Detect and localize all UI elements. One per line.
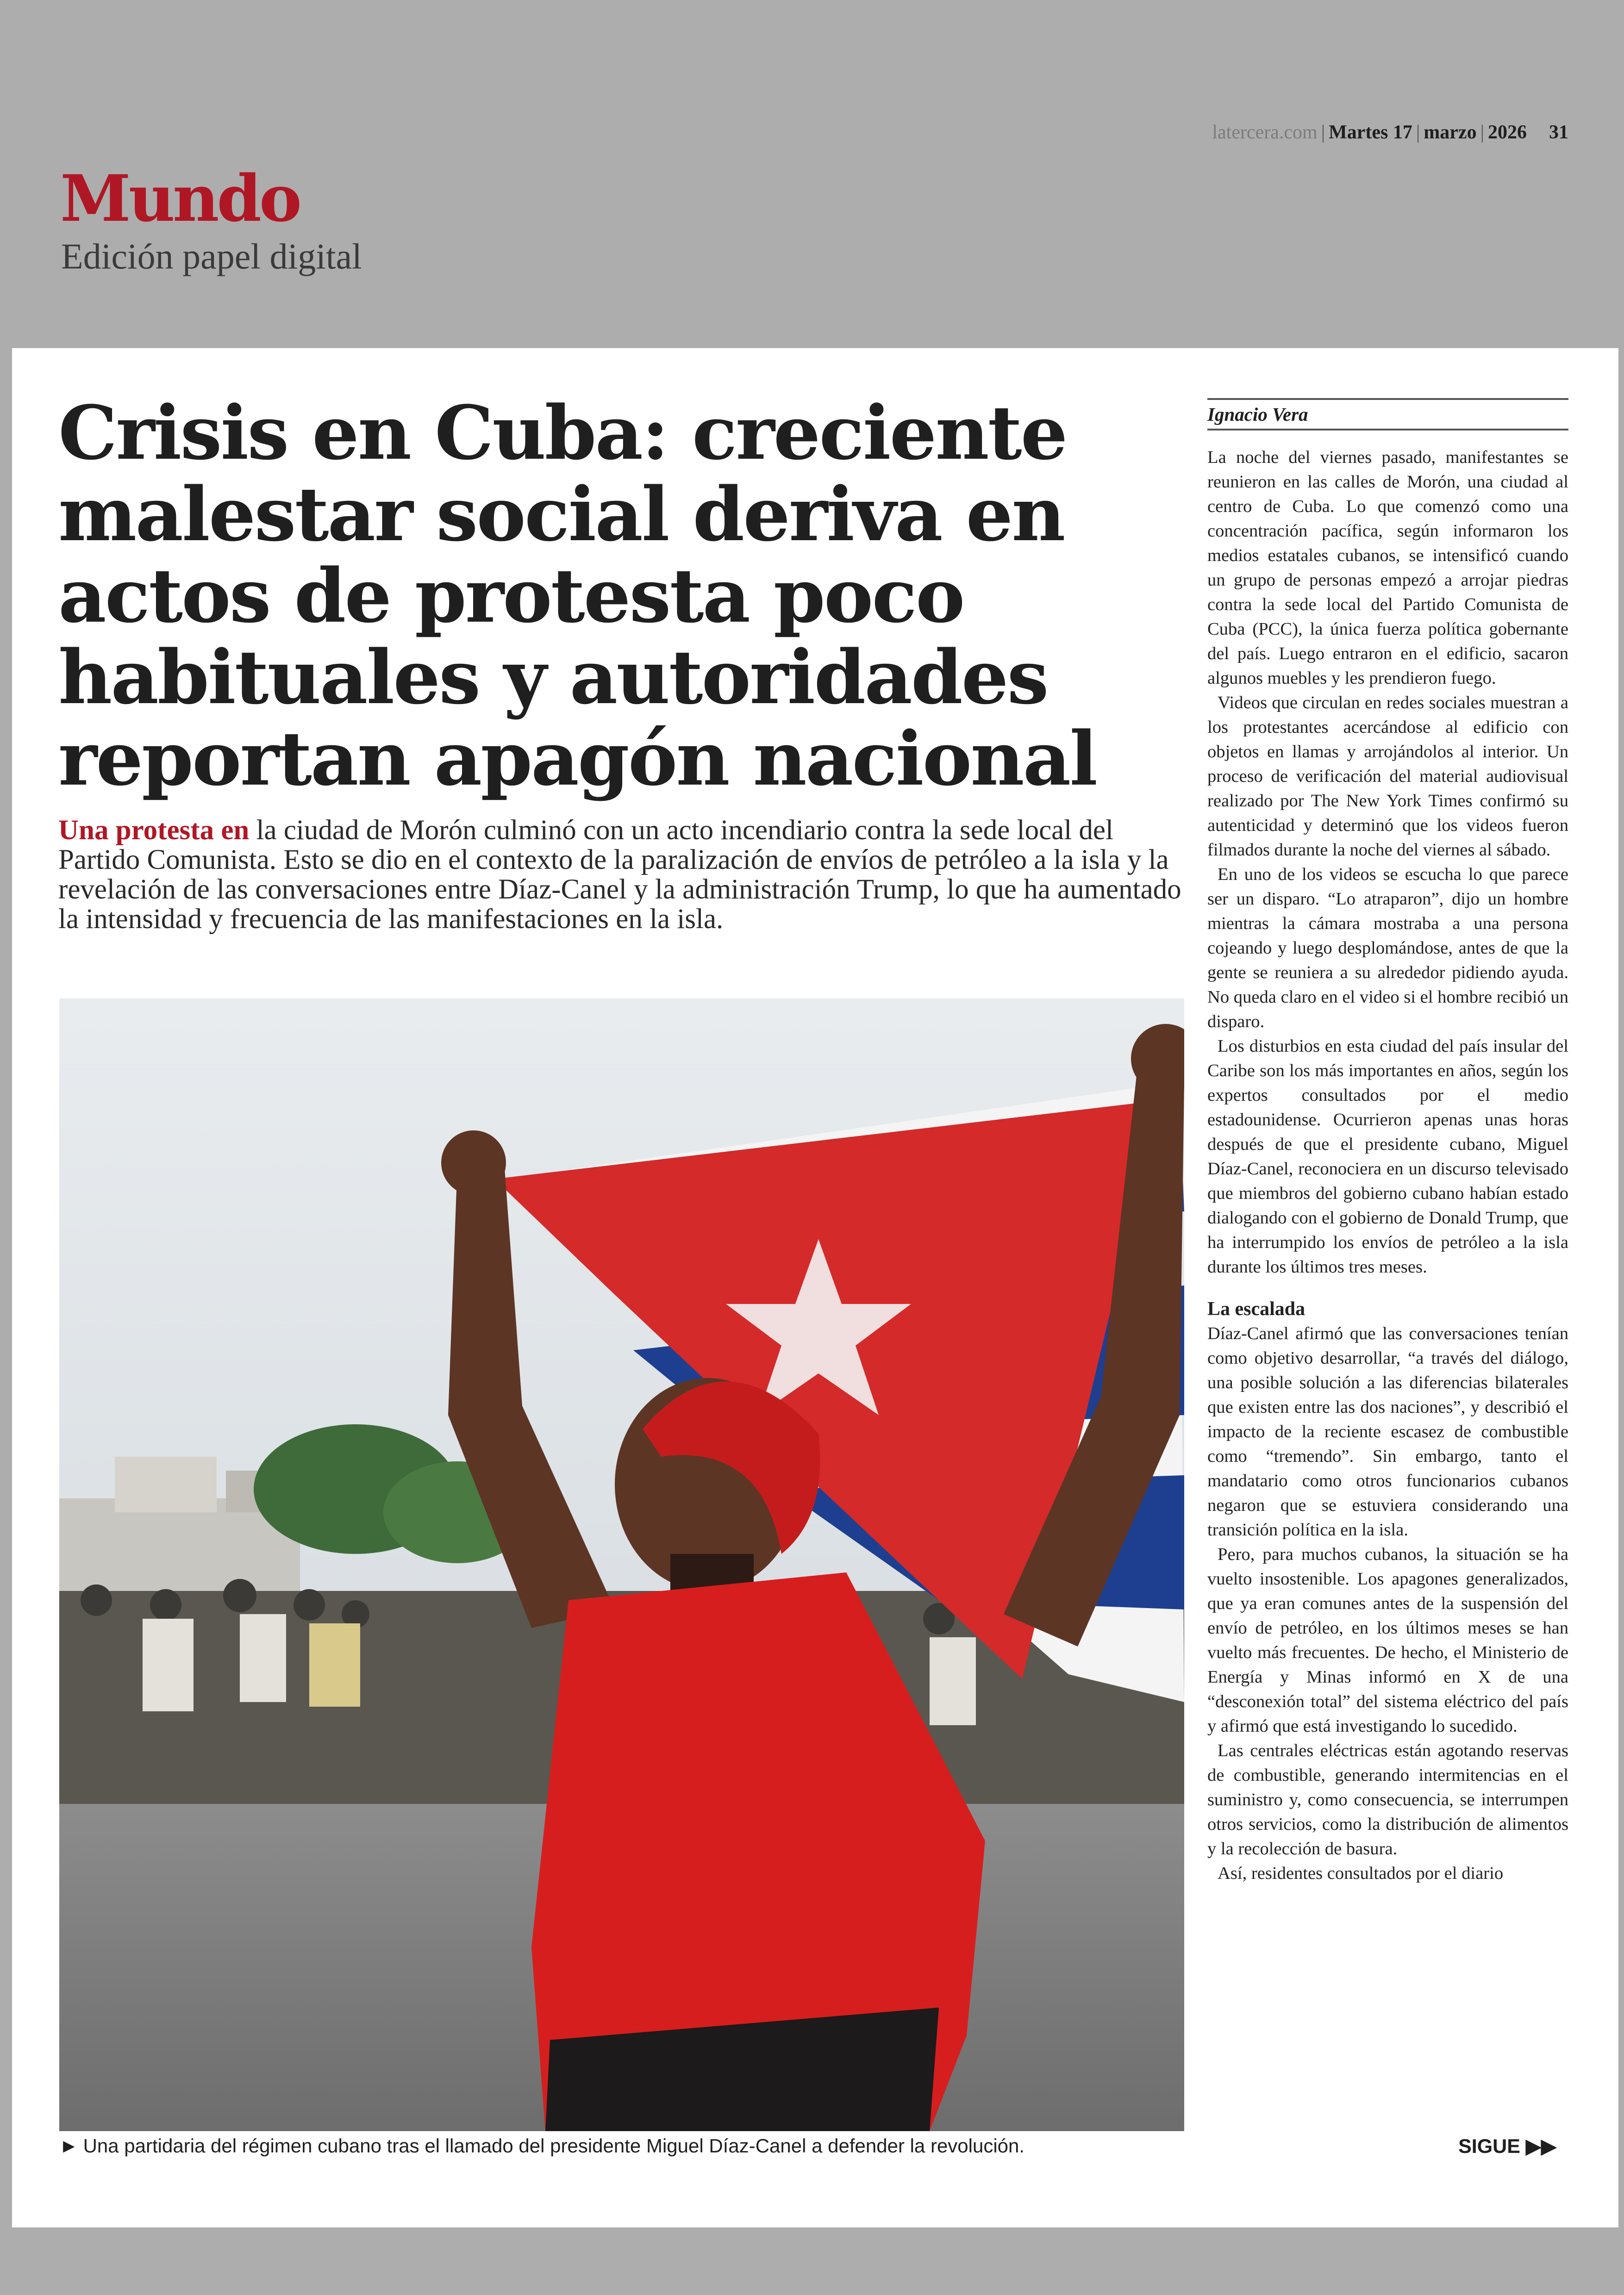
site-name[interactable]: latercera.com [1212, 122, 1318, 143]
date-month: marzo [1424, 122, 1477, 143]
section-title: Mundo [60, 161, 300, 236]
lede-text: la ciudad de Morón culminó con un acto incendiario contra la sede local del Partido Comunista. Esto se dio en el contexto de la paralización de envíos de petróleo a la isla y la revelación de las conversaciones entre Díaz-Canel y la administración Trump, lo que ha aumentado la intensidad y frecuencia de las manifestaciones en la isla. [58, 815, 1181, 935]
byline: Ignacio Vera [1207, 398, 1568, 430]
caption-text: Una partidaria del régimen cubano tras el llamado del presidente Miguel Díaz-Canel a defender la revolución. [83, 2135, 1025, 2157]
body-paragraph: Los disturbios en esta ciudad del país insular del Caribe son los más importantes en años, según los expertos consultados por el medio estadounidense. Ocurrieron apenas unas horas después de que el presidente cubano, Miguel Díaz-Canel, reconociera en un discurso televisado que miembros del gobierno cubano habían estado dialogando con el gobierno de Donald Trump, que ha interrumpido los envíos de petróleo a la isla durante los últimos tres meses. [1207, 1036, 1568, 1277]
headline: Crisis en Cuba: creciente malestar social deriva en actos de protesta poco habituales y autoridades reportan apagón nacional [58, 389, 1097, 802]
body-paragraph: La noche del viernes pasado, manifestantes se reunieron en las calles de Morón, una ciudad al centro de Cuba. Lo que comenzó como una concentración pacífica, según informaron los medios estatales cubanos, se intensificó cuando un grupo de personas empezó a arrojar piedras contra la sede local del Partido Comunista de Cuba (PCC), la única fuerza política gobernante del país. Luego entraron en el edificio, sacaron algunos muebles y les prendieron fuego. [1207, 448, 1568, 688]
body-paragraph: Así, residentes consultados por el diario [1218, 1864, 1504, 1883]
page-number: 31 [1549, 122, 1568, 143]
body-paragraph: Díaz-Canel afirmó que las conversaciones tenían como objetivo desarrollar, “a través del diálogo, una posible solución a las diferencias bilaterales que existen entre las dos naciones”, y describió el impacto de la reciente escasez de combustible como “tremendo”. Sin embargo, tanto el mandatario como otros funcionarios cubanos negaron que se estuviera considerando una transición política en la isla. [1207, 1324, 1568, 1540]
double-arrow-icon: ▶▶ [1525, 2135, 1556, 2158]
body-paragraph: Videos que circulan en redes sociales muestran a los protestantes acercándose al edificio con objetos en llamas y arrojándolos al interior. Un proceso de verificación del material audiovisual realizado por The New York Times confirmó su autenticidad y determinó que los videos fueron filmados durante la noche del viernes al sábado. [1207, 693, 1568, 860]
date-day: Martes 17 [1329, 122, 1412, 143]
subhead: La escalada [1207, 1298, 1305, 1320]
caption-arrow-icon: ► [59, 2135, 79, 2157]
date-year: 2026 [1488, 122, 1527, 143]
body-paragraph: Las centrales eléctricas están agotando reservas de combustible, generando intermitencias en el suministro y, como consecuencia, se interrumpen otros servicios, como la distribución de alimentos y la recolección de basura. [1207, 1741, 1568, 1858]
continue-link[interactable] [1458, 2135, 1556, 2158]
protest-photo [59, 998, 1184, 2131]
masthead-dateline: latercera.com | Martes 17 | marzo | 2026 31 [1212, 122, 1568, 143]
lede [58, 816, 1188, 934]
continue-label: SIGUE [1458, 2135, 1520, 2158]
lede-lead-in: Una protesta en [58, 815, 250, 846]
article-body [1207, 445, 1568, 1886]
photo-caption [59, 2135, 1184, 2157]
body-paragraph: Pero, para muchos cubanos, la situación se ha vuelto insostenible. Los apagones generalizados, que ya eran comunes antes de la suspensión del envío de petróleo, en los últimos meses se han vuelto más frecuentes. De hecho, el Ministerio de Energía y Minas informó en X de una “desconexión total” del sistema eléctrico del país y afirmó que está investigando lo sucedido. [1207, 1545, 1568, 1736]
edition-label: Edición papel digital [61, 236, 362, 276]
body-paragraph: En uno de los videos se escucha lo que parece ser un disparo. “Lo atraparon”, dijo un hombre mientras la cámara mostraba a una persona cojeando y luego desplomándose, antes de que la gente se reuniera a su alrededor pidiendo ayuda. No queda claro en el video si el hombre recibió un disparo. [1207, 865, 1568, 1031]
newspaper-page [12, 348, 1618, 2227]
